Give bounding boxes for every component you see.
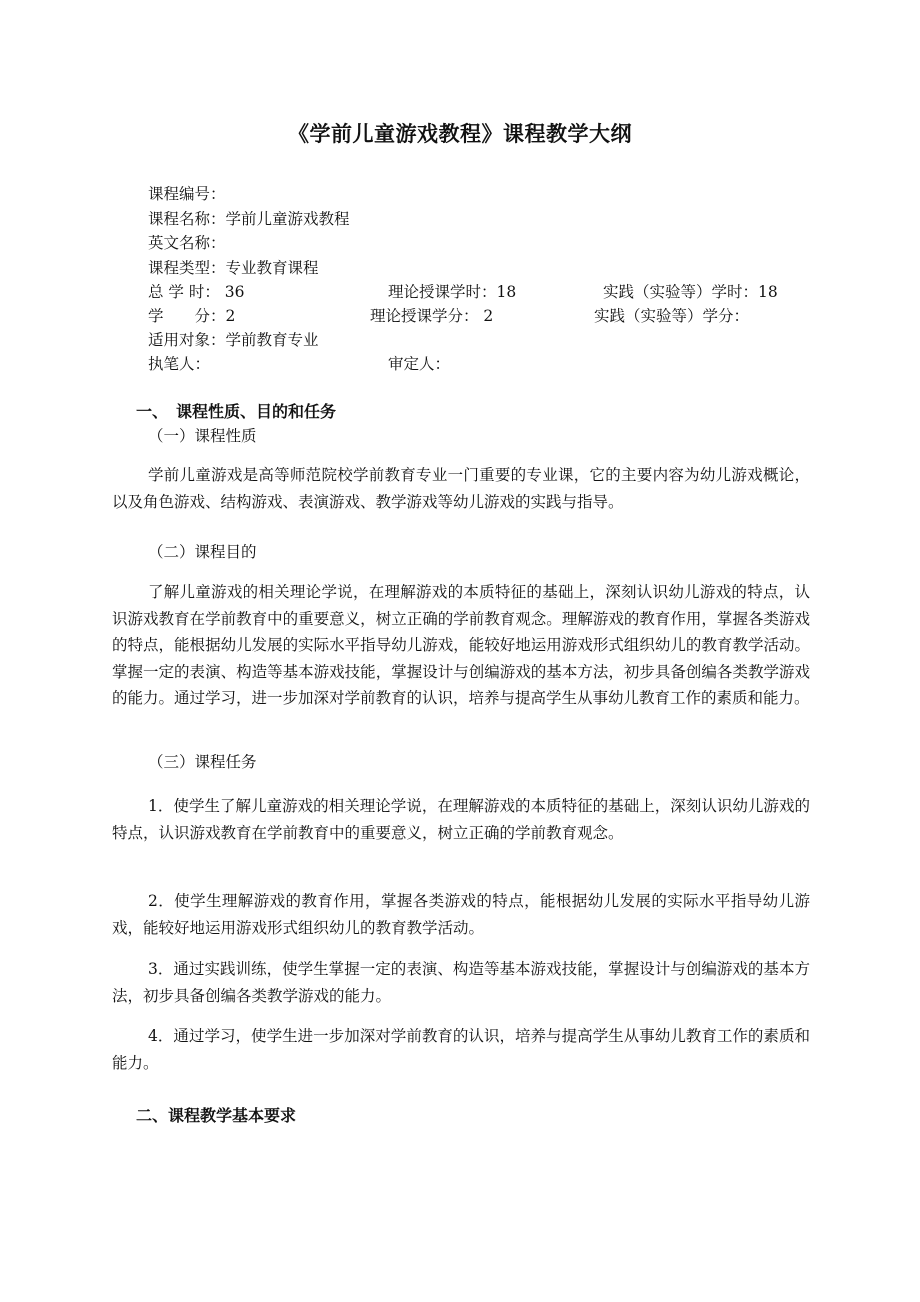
reviewer: 审定人： — [388, 355, 451, 373]
credits-row — [148, 304, 750, 326]
credits-theory: 理论授课学分： 2 — [370, 307, 494, 325]
nature-heading: （一）课程性质 — [148, 427, 257, 445]
tasks-heading: （三）课程任务 — [148, 753, 257, 771]
task-item-2: 2．使学生理解游戏的教育作用，掌握各类游戏的特点，能根据幼儿发展的实际水平指导幼儿游戏，能较好地运用游戏形式组织幼儿的教育教学活动。 — [112, 892, 810, 937]
signature-row — [148, 352, 451, 374]
purpose-heading: （二）课程目的 — [148, 543, 257, 561]
task-item-4: 4．通过学习，使学生进一步加深对学前教育的认识，培养与提高学生从事幼儿教育工作的素质和能力。 — [112, 1027, 810, 1072]
hours-theory: 理论授课学时：18 — [388, 283, 517, 301]
course-name: 课程名称：学前儿童游戏教程 — [148, 210, 350, 228]
section-1-heading: 一、 课程性质、目的和任务 — [136, 402, 337, 421]
purpose-paragraph: 了解儿童游戏的相关理论学说，在理解游戏的本质特征的基础上，深刻认识幼儿游戏的特点，认识游戏教育在学前教育中的重要意义，树立正确的学前教育观念。理解游戏的教育作用，掌握各类游戏的特点，能根据幼儿发展的实际水平指导幼儿游戏，能较好地运用游戏形式组织幼儿的教育教学活动。掌握一定的表演、构造等基本游戏技能，掌握设计与创编游戏的基本方法，初步具备创编各类教学游戏的能力。通过学习，进一步加深对学前教育的认识，培养与提高学生从事幼儿教育工作的素质和能力。 — [112, 583, 810, 707]
section-2-heading: 二、课程教学基本要求 — [136, 1106, 297, 1125]
course-type: 课程类型：专业教育课程 — [148, 259, 319, 277]
audience: 适用对象：学前教育专业 — [148, 331, 319, 349]
writer: 执笔人： — [148, 355, 211, 373]
task-item-1: 1．使学生了解儿童游戏的相关理论学说，在理解游戏的本质特征的基础上，深刻认识幼儿游戏的特点，认识游戏教育在学前教育中的重要意义，树立正确的学前教育观念。 — [112, 797, 810, 842]
document-title: 《学前儿童游戏教程》课程教学大纲 — [288, 122, 632, 146]
hours-total: 总 学 时： 36 — [148, 283, 245, 301]
english-name: 英文名称： — [148, 234, 226, 252]
credits-total: 学 分：2 — [148, 307, 236, 325]
hours-practice: 实践（实验等）学时：18 — [603, 283, 778, 301]
hours-row — [148, 280, 778, 302]
nature-paragraph: 学前儿童游戏是高等师范院校学前教育专业一门重要的专业课，它的主要内容为幼儿游戏概论，以及角色游戏、结构游戏、表演游戏、教学游戏等幼儿游戏的实践与指导。 — [112, 466, 810, 511]
course-code: 课程编号： — [148, 185, 226, 203]
task-item-3: 3．通过实践训练，使学生掌握一定的表演、构造等基本游戏技能，掌握设计与创编游戏的基本方法，初步具备创编各类教学游戏的能力。 — [112, 960, 810, 1005]
credits-practice: 实践（实验等）学分： — [594, 307, 750, 325]
